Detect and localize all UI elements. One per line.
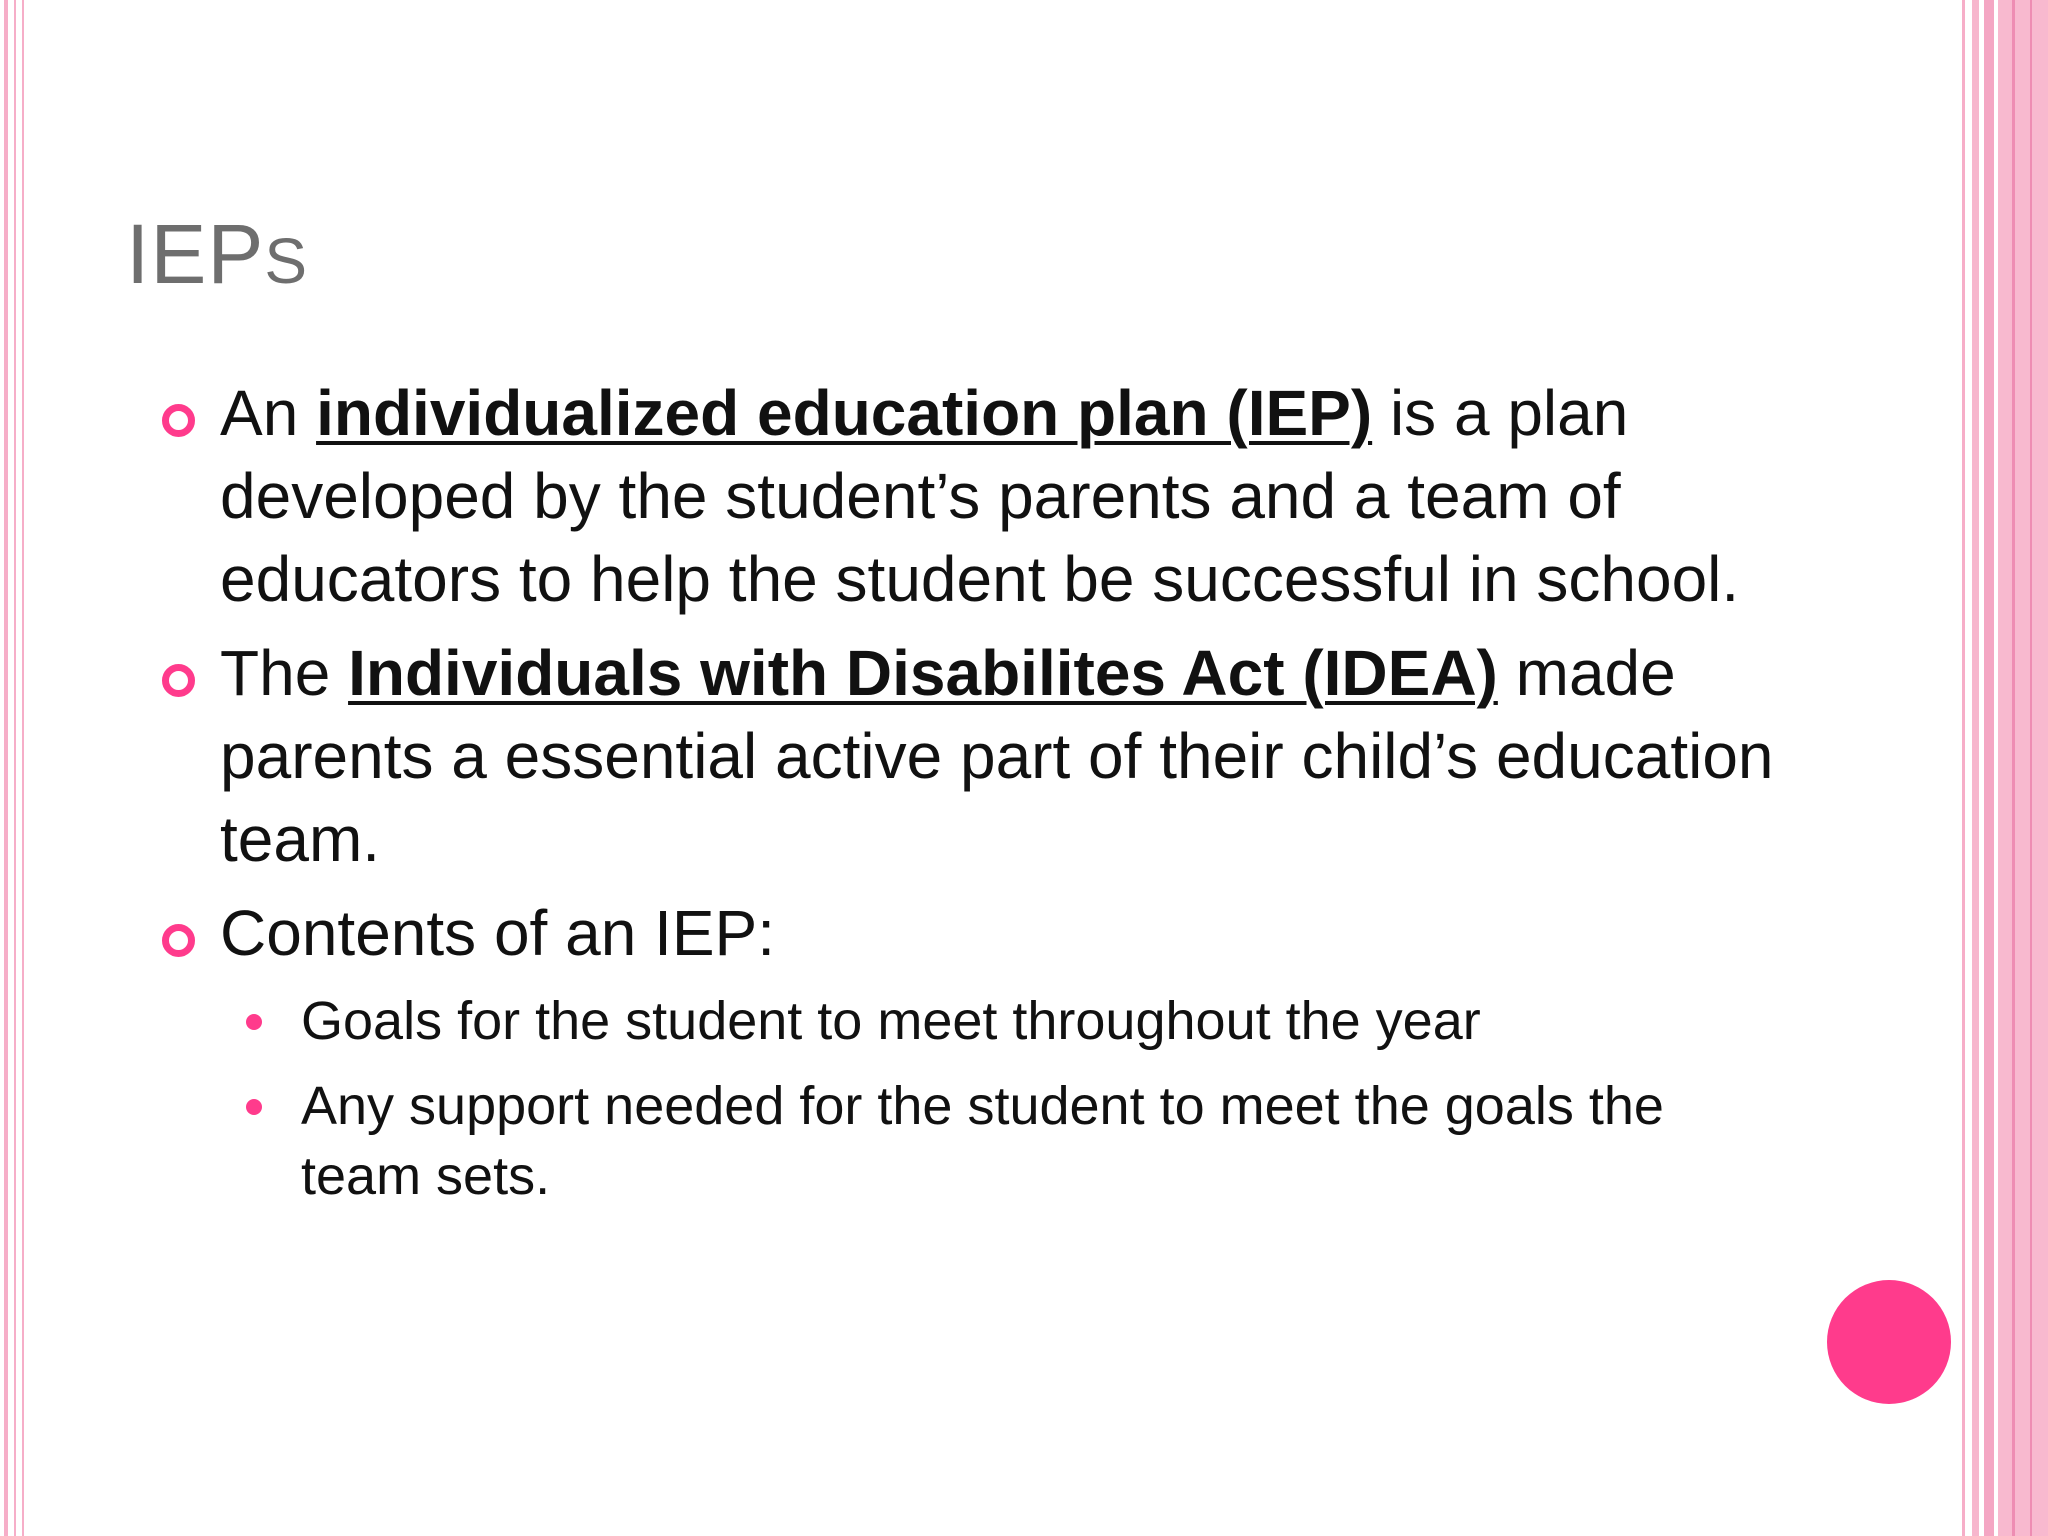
bullet-text: Contents of an IEP: [220, 897, 775, 969]
decorative-circle [1827, 1280, 1951, 1404]
dot-bullet-icon [246, 1099, 262, 1115]
sub-bullet-item [150, 986, 1790, 1056]
slide-title [126, 207, 309, 301]
sub-bullet-text: Any support needed for the student to meet the goals the team sets. [301, 1076, 1664, 1206]
ring-bullet-icon [162, 664, 195, 697]
bullet-text-after: made parents a essential active part of their child’s education team. [220, 637, 1774, 875]
right-border-stripe [1962, 0, 1965, 1536]
ring-bullet-icon [162, 404, 195, 437]
dot-bullet-icon [246, 1014, 262, 1030]
key-term: Individuals with Disabilites Act (IDEA) [348, 637, 1498, 709]
right-border-stripe [1972, 0, 1979, 1536]
bullet-item [150, 632, 1790, 881]
key-term: individualized education plan (IEP) [316, 377, 1373, 449]
right-border-band [1998, 0, 2048, 1536]
left-border-stripe [4, 0, 8, 1536]
bullet-text-before: An [220, 377, 317, 449]
title-suffix: S [264, 225, 309, 297]
right-border-stripe [1984, 0, 1994, 1536]
bullet-item [150, 892, 1790, 975]
title-main: IEP [126, 207, 265, 301]
left-border-stripe [14, 0, 16, 1536]
slide-body [150, 372, 1790, 1226]
right-border-stripe [2030, 0, 2032, 1536]
right-border-stripe [2012, 0, 2015, 1536]
bullet-text-before: The [220, 637, 349, 709]
left-border-stripe [22, 0, 24, 1536]
sub-bullet-text: Goals for the student to meet throughout the year [301, 991, 1481, 1051]
sub-bullet-item [150, 1071, 1790, 1211]
bullet-item [150, 372, 1790, 621]
ring-bullet-icon [162, 924, 195, 957]
bullet-text-after: is a plan developed by the student’s parents and a team of educators to help the student be successful in school. [220, 377, 1740, 615]
